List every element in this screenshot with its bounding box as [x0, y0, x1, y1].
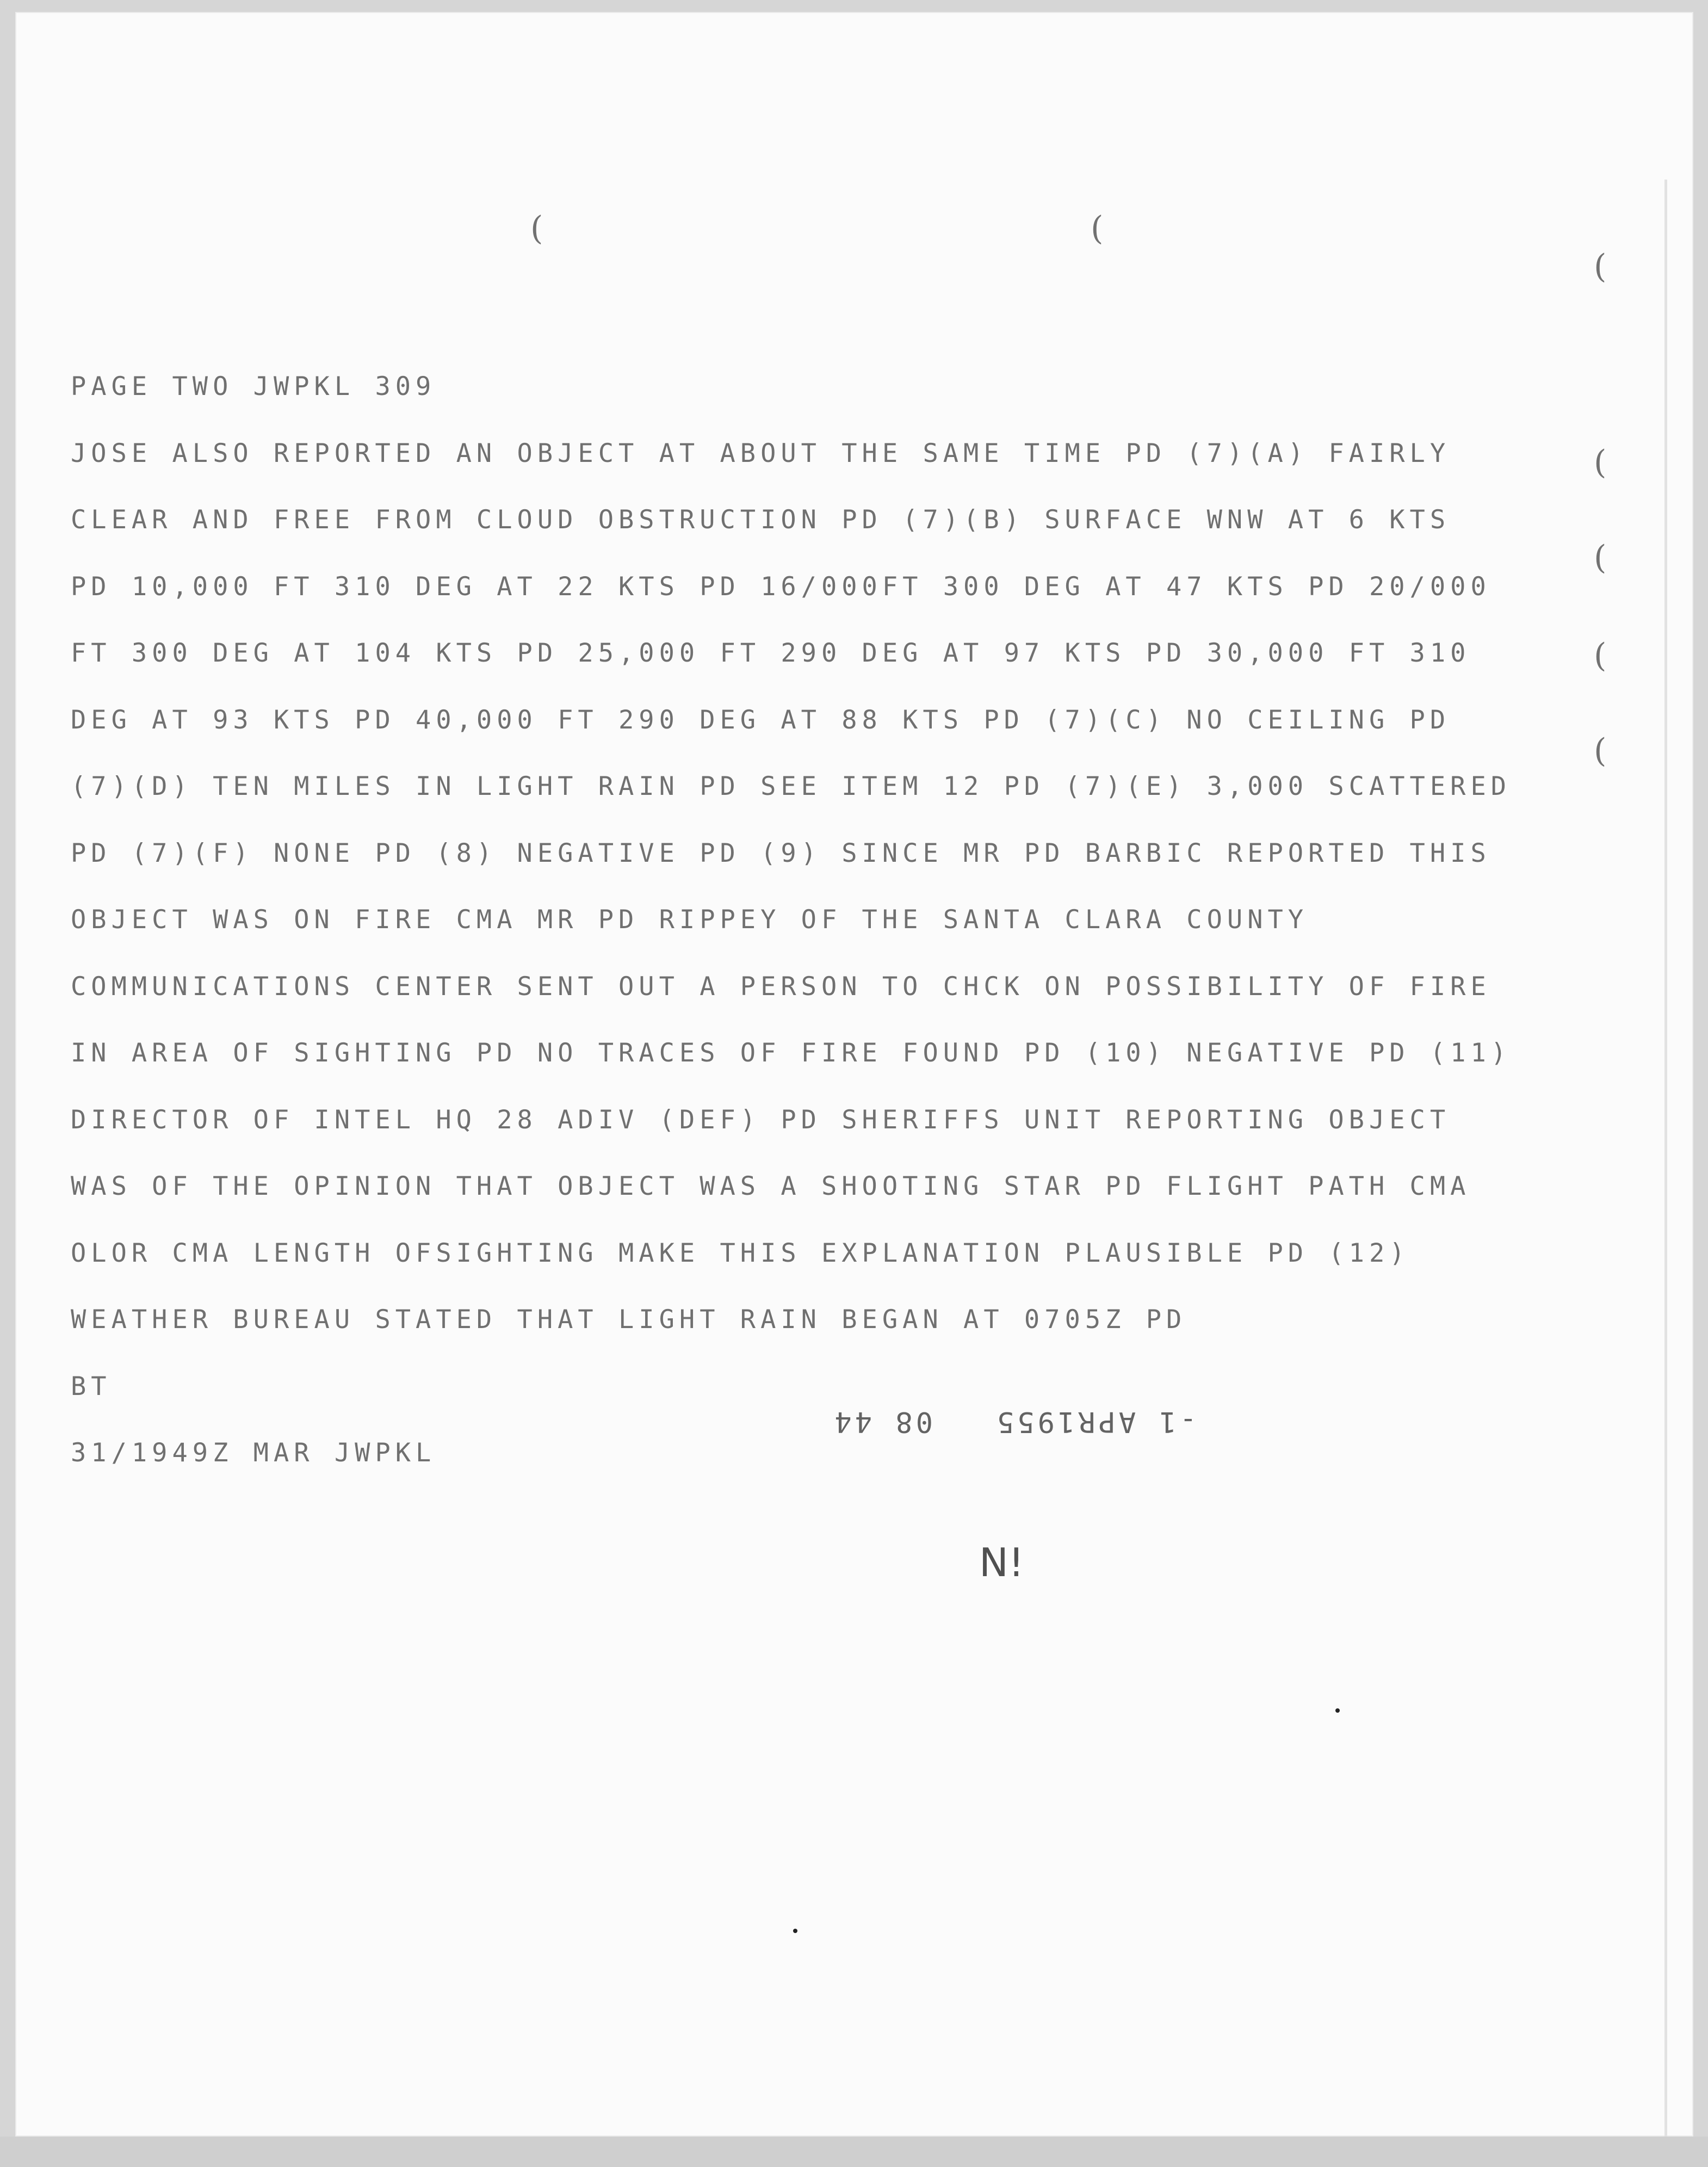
- message-line: WEATHER BUREAU STATED THAT LIGHT RAIN BEGAN AT 0705Z PD: [71, 1305, 1187, 1335]
- date-time-stamp: -1 APR1955 08 44: [831, 1405, 1197, 1438]
- message-line: OBJECT WAS ON FIRE CMA MR PD RIPPEY OF THE SANTA CLARA COUNTY: [71, 905, 1309, 935]
- punch-mark: (: [1594, 443, 1607, 481]
- message-line: WAS OF THE OPINION THAT OBJECT WAS A SHOOTING STAR PD FLIGHT PATH CMA: [71, 1171, 1471, 1201]
- message-line: (7)(D) TEN MILES IN LIGHT RAIN PD SEE ITEM 12 PD (7)(E) 3,000 SCATTERED: [71, 771, 1512, 801]
- punch-mark: (: [530, 209, 543, 248]
- teletype-message: [71, 354, 1511, 1487]
- message-line: JOSE ALSO REPORTED AN OBJECT AT ABOUT THE SAME TIME PD (7)(A) FAIRLY: [71, 438, 1451, 468]
- paper-edge: [1664, 180, 1667, 2138]
- message-line: PD 10,000 FT 310 DEG AT 22 KTS PD 16/000FT 300 DEG AT 47 KTS PD 20/000: [71, 571, 1491, 602]
- dust-speck: [1335, 1708, 1340, 1713]
- punch-mark: (: [1594, 732, 1607, 770]
- message-break: BT: [71, 1371, 112, 1402]
- scan-border: [0, 2137, 1708, 2167]
- dust-speck: [793, 1929, 797, 1933]
- message-dtg: 31/1949Z MAR JWPKL: [71, 1438, 436, 1468]
- message-line: DIRECTOR OF INTEL HQ 28 ADIV (DEF) PD SHERIFFS UNIT REPORTING OBJECT: [71, 1104, 1451, 1135]
- message-header: PAGE TWO JWPKL 309: [71, 372, 436, 402]
- message-line: FT 300 DEG AT 104 KTS PD 25,000 FT 290 DEG AT 97 KTS PD 30,000 FT 310: [71, 638, 1471, 668]
- handwritten-initials: N!: [979, 1540, 1024, 1585]
- punch-mark: (: [1091, 209, 1104, 248]
- message-line: PD (7)(F) NONE PD (8) NEGATIVE PD (9) SINCE MR PD BARBIC REPORTED THIS: [71, 838, 1491, 868]
- message-line: OLOR CMA LENGTH OFSIGHTING MAKE THIS EXPLANATION PLAUSIBLE PD (12): [71, 1238, 1410, 1268]
- punch-mark: (: [1594, 637, 1607, 675]
- punch-mark: (: [1594, 539, 1607, 577]
- message-line: CLEAR AND FREE FROM CLOUD OBSTRUCTION PD (7)(B) SURFACE WNW AT 6 KTS: [71, 505, 1451, 535]
- punch-mark: (: [1594, 248, 1607, 286]
- message-line: DEG AT 93 KTS PD 40,000 FT 290 DEG AT 88 KTS PD (7)(C) NO CEILING PD: [71, 705, 1451, 735]
- message-line: COMMUNICATIONS CENTER SENT OUT A PERSON TO CHCK ON POSSIBILITY OF FIRE: [71, 971, 1491, 1002]
- message-line: IN AREA OF SIGHTING PD NO TRACES OF FIRE FOUND PD (10) NEGATIVE PD (11): [71, 1038, 1512, 1068]
